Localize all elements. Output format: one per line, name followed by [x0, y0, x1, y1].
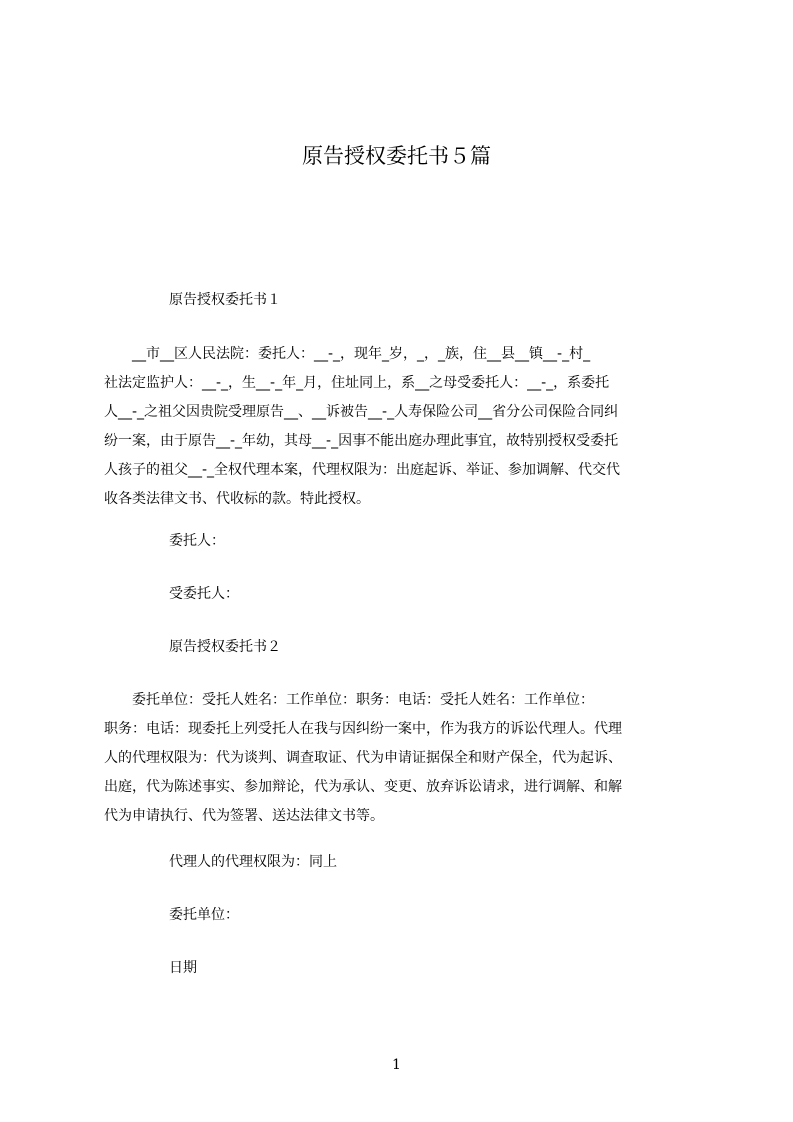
section-2-body	[104, 686, 704, 831]
section-2-line: 代为申请执行、代为签署、送达法律文书等。	[104, 808, 384, 824]
section-1-body	[104, 340, 704, 514]
agent-label: 受委托人：	[169, 586, 239, 602]
date-label: 日期	[169, 960, 197, 976]
section-1-line: 社法定监护人：__-_，生__-_年_月，住址同上，系__之母受委托人：__-_，系委托	[104, 375, 610, 391]
section-2-heading: 原告授权委托书２	[169, 639, 281, 655]
page-number: 1	[392, 1057, 401, 1073]
section-2-line: 职务：电话：现委托上列受托人在我与因纠纷一案中，作为我方的诉讼代理人。代理	[104, 721, 622, 737]
authority-line: 代理人的代理权限为：同上	[169, 854, 337, 870]
principal-label: 委托人：	[169, 533, 225, 549]
entrusting-unit-label: 委托单位：	[169, 907, 239, 923]
section-2-line: 人的代理权限为：代为谈判、调查取证、代为申请证据保全和财产保全，代为起诉、	[104, 750, 622, 766]
section-1-line: 纷一案，由于原告__-_年幼，其母__-_因事不能出庭办理此事宜，故特别授权受委托	[104, 433, 619, 449]
section-1-line: 人孩子的祖父__-_全权代理本案，代理权限为：出庭起诉、举证、参加调解、代交代	[104, 462, 621, 478]
section-1-line: __市__区人民法院：委托人：__-_，现年_岁，_，_族，住__县__镇__-_村_	[104, 346, 591, 362]
document-title: 原告授权委托书５篇	[302, 144, 491, 168]
section-1-heading: 原告授权委托书１	[169, 292, 281, 308]
section-2-line: 出庭，代为陈述事实、参加辩论，代为承认、变更、放弃诉讼请求，进行调解、和解	[104, 779, 622, 795]
section-1-line: 收各类法律文书、代收标的款。特此授权。	[104, 491, 370, 507]
section-1-line: 人__-_之祖父因贵院受理原告__、__诉被告__-_人寿保险公司__省分公司保险合同纠	[104, 404, 619, 420]
section-2-line: 委托单位：受托人姓名：工作单位：职务：电话：受托人姓名：工作单位：	[104, 692, 594, 708]
